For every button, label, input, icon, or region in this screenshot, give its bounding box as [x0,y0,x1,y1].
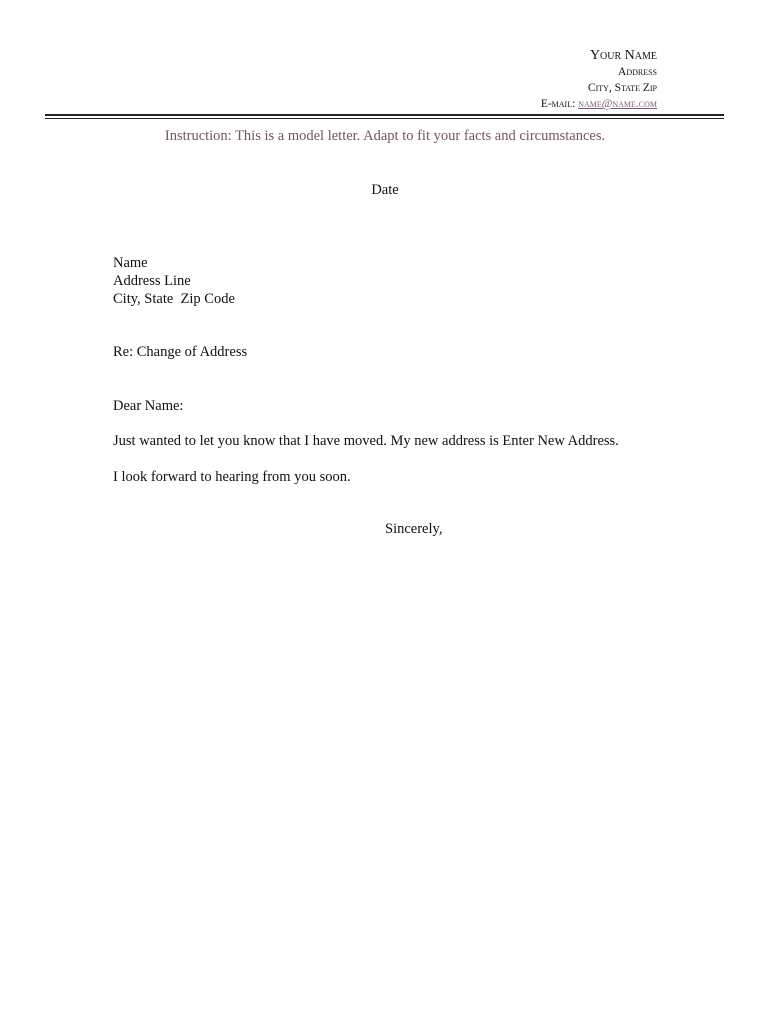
salutation: Dear Name: [113,398,184,414]
instruction-note: Instruction: This is a model letter. Adapt to fit your facts and circumstances. [164,128,606,144]
sender-name: Your Name [589,48,657,63]
letterhead-divider-thin [45,118,724,119]
paragraph: Just wanted to let you know that I have moved. My new address is Enter New Address. [113,433,619,449]
letterhead [541,48,657,112]
subject-line: Re: Change of Address [113,344,248,360]
letterhead-divider-thick [45,114,724,116]
recipient-name: Name [113,255,148,271]
recipient-address-line: Address Line [113,273,191,289]
email-label: E-mail: [540,98,576,110]
paragraph: I look forward to hearing from you soon. [113,469,351,485]
sender-address: Address [618,66,657,78]
sender-city-state-zip: City, State Zip [587,82,657,94]
closing: Sincerely, [385,521,443,537]
sender-email-line [541,96,657,112]
email-link[interactable]: name@name.com [578,98,657,110]
recipient-city-state-zip: City, State Zip Code [113,291,235,307]
letter-date: Date [371,182,399,198]
